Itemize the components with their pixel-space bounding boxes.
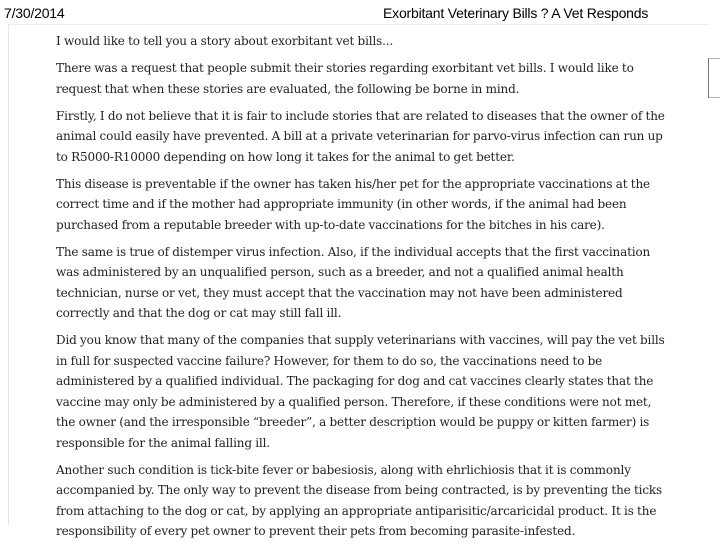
- print-date: 7/30/2014: [4, 5, 65, 21]
- print-header: [0, 0, 720, 26]
- document-title: Exorbitant Veterinary Bills ? A Vet Responds: [383, 5, 649, 21]
- paragraph-1: I would like to tell you a story about exorbitant vet bills...: [56, 34, 394, 48]
- paragraph-4: This disease is preventable if the owner has taken his/her pet for the appropriate vaccinations at the correct time and if the mother had appropriate immunity (in other words, if the animal had been purchased from a reputable breeder with up-to-date vaccinations for the bitches in his care).: [56, 176, 650, 232]
- scroll-widget[interactable]: [708, 58, 720, 98]
- article-body: [56, 31, 666, 548]
- paragraph-7: Another such condition is tick-bite fever or babesiosis, along with ehrlichiosis that it is commonly accompanied by. The only way to prevent the disease from being contracted, is by preventing the ticks from attaching to the dog or cat, by applying an appropriate antiparisitic/arcaricidal product. It is the responsibility of every pet owner to prevent their pets from becoming parasite-infested.: [56, 462, 663, 538]
- paragraph-2: There was a request that people submit their stories regarding exorbitant vet bills. I would like to request that when these stories are evaluated, the following be borne in mind.: [56, 61, 634, 96]
- paragraph-6: Did you know that many of the companies that supply veterinarians with vaccines, will pay the vet bills in full for suspected vaccine failure? However, for them to do so, the vaccinations need to be administered by a qualified individual. The packaging for dog and cat vaccines clearly states that the vaccine may only be administered by a qualified person. Therefore, if these conditions were not met, the owner (and the irresponsible “breeder”, a better description would be puppy or kitten farmer) is responsible for the animal falling ill.: [56, 333, 665, 450]
- paragraph-5: The same is true of distemper virus infection. Also, if the individual accepts that the first vaccination was administered by an unqualified person, such as a breeder, and not a qualified animal health technician, nurse or vet, they must accept that the vaccination may not have been administered correctly and that the dog or cat may still fall ill.: [56, 244, 651, 320]
- paragraph-3: Firstly, I do not believe that it is fair to include stories that are related to diseases that the owner of the animal could easily have prevented. A bill at a private veterinarian for parvo-virus infection can run up to R5000-R10000 depending on how long it takes for the animal to get better.: [56, 108, 665, 164]
